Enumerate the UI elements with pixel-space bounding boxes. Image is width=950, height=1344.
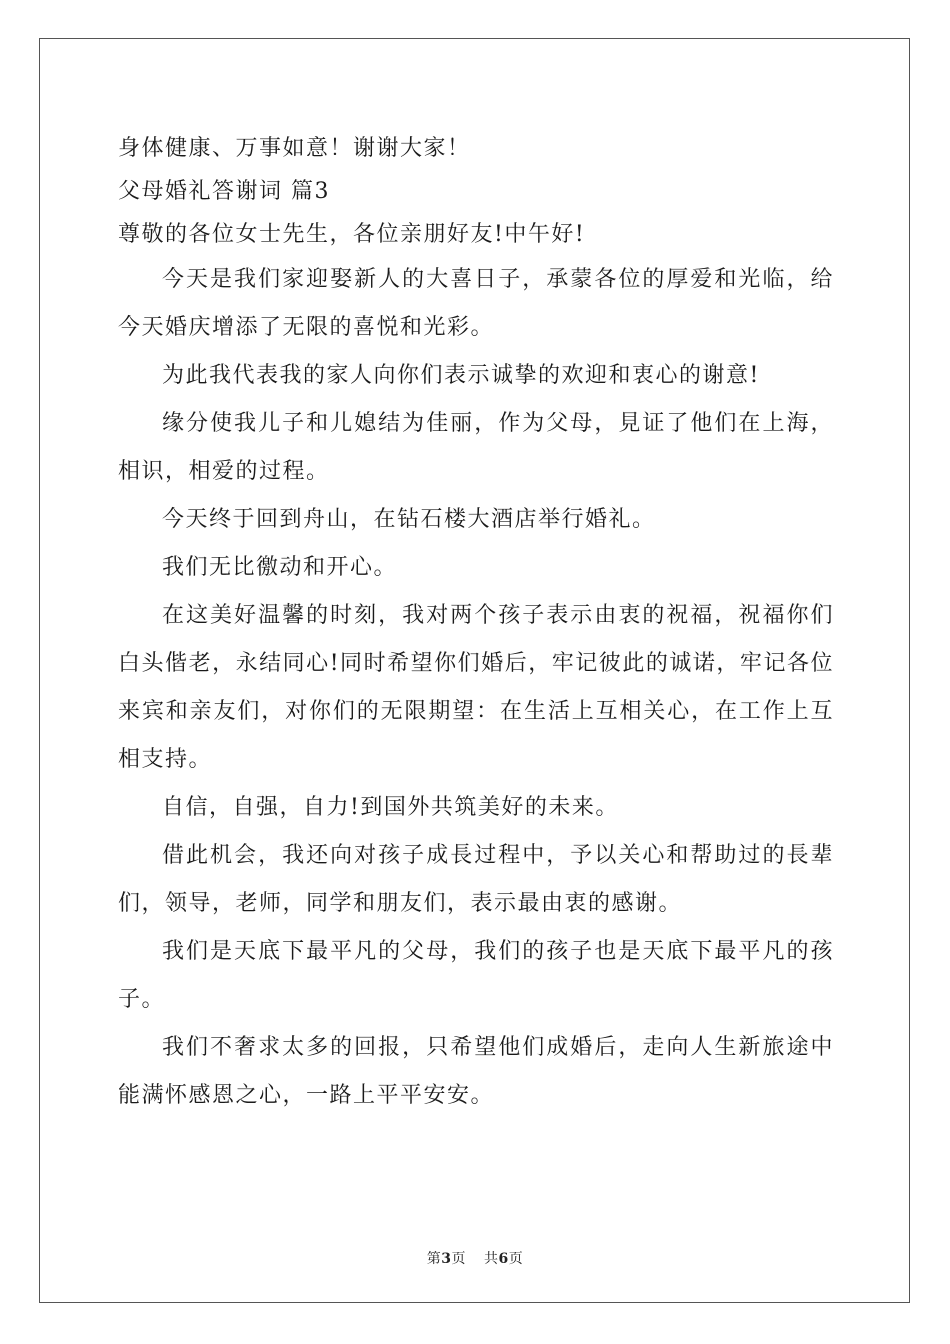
paragraph: 我们不奢求太多的回报，只希望他们成婚后，走向人生新旅途中能满怀感恩之心，一路上平平安安。 <box>118 1035 834 1108</box>
paragraph: 我们是天底下最平凡的父母，我们的孩子也是天底下最平凡的孩子。 <box>118 939 834 1012</box>
page-suffix: 页 <box>451 1251 466 1267</box>
paragraph: 我们无比徼动和开心。 <box>162 555 398 580</box>
paragraph: 借此机会，我还向对孩子成長过程中，予以关心和帮助过的長辈们，领导，老师，同学和朋友们，表示最由衷的感谢。 <box>118 843 834 916</box>
total-suffix: 页 <box>508 1251 524 1267</box>
page-footer <box>0 1248 950 1268</box>
document-body <box>118 127 834 1120</box>
page-number: 3 <box>441 1251 452 1267</box>
total-pages: 6 <box>498 1251 509 1267</box>
paragraph: 自信，自强，自力!到国外共筑美好的未来。 <box>162 795 619 820</box>
paragraph: 缘分使我儿子和儿媳结为佳丽，作为父母，見证了他们在上海，相识，相爱的过程。 <box>118 411 834 484</box>
closing-line: 身体健康、万事如意！谢谢大家！ <box>118 136 471 161</box>
paragraph: 今天是我们家迎娶新人的大喜日子，承蒙各位的厚爱和光临，给今天婚庆增添了无限的喜悦和光彩。 <box>118 267 834 340</box>
paragraph: 在这美好温馨的时刻，我对两个孩子表示由衷的祝福，祝福你们白头偕老，永结同心!同时希望你们婚后，牢记彼此的诚诺，牢记各位来宾和亲友们，对你们的无限期望：在生活上互相关心，在工作上互相支持。 <box>118 603 834 772</box>
paragraph: 为此我代表我的家人向你们表示诚挚的欢迎和衷心的谢意! <box>162 363 760 388</box>
page-prefix: 第 <box>426 1251 442 1267</box>
section-title: 父母婚礼答谢词 篇3 <box>118 179 330 204</box>
total-prefix: 共 <box>484 1251 499 1267</box>
salutation: 尊敬的各位女士先生，各位亲朋好友!中午好! <box>118 222 586 247</box>
paragraph: 今天终于回到舟山，在钻石楼大酒店举行婚礼。 <box>162 507 656 532</box>
